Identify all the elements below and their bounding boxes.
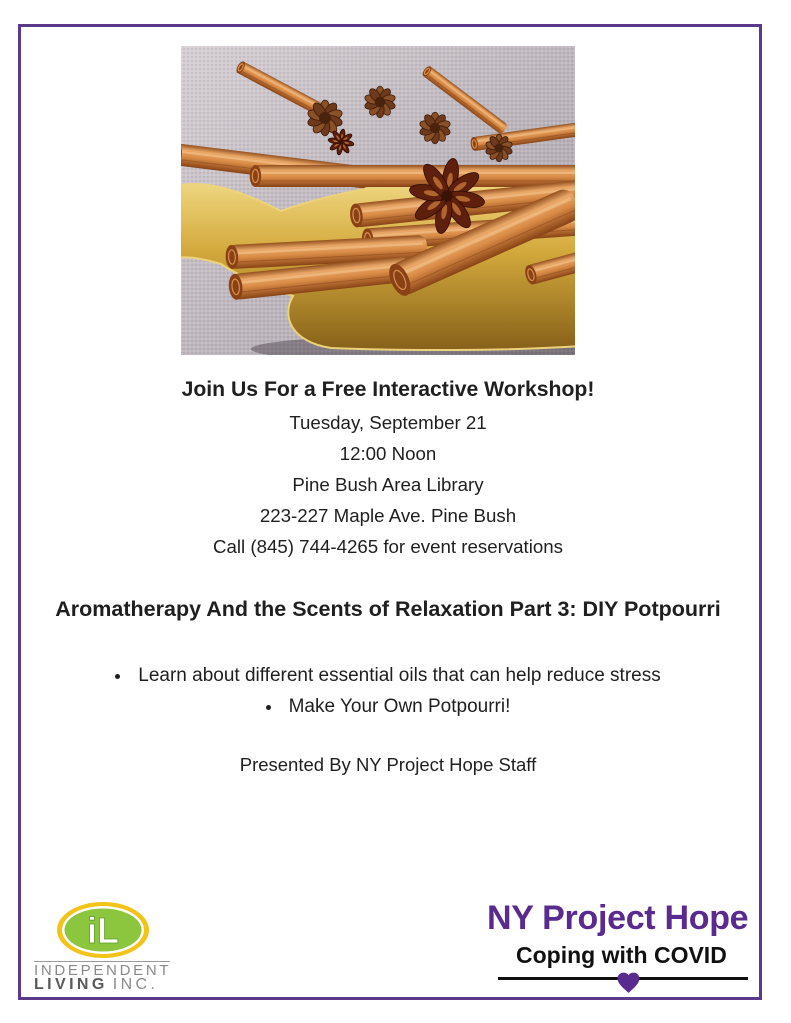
logo-text-living-inc xyxy=(34,977,158,993)
list-item-text: Make Your Own Potpourri! xyxy=(288,696,511,717)
list-item xyxy=(18,695,758,719)
logo-letters: iL xyxy=(87,910,119,951)
event-time: 12:00 Noon xyxy=(339,443,437,464)
ny-project-hope-logo: NY Project Hope xyxy=(487,899,749,937)
logo-text-living: LIVING xyxy=(34,976,108,993)
cinnamon-stick xyxy=(250,165,575,187)
event-reservations: Call (845) 744-4265 for event reservations xyxy=(212,536,564,557)
event-date: Tuesday, September 21 xyxy=(289,412,487,433)
event-venue: Pine Bush Area Library xyxy=(292,474,484,495)
logo-text-independent: INDEPENDENT xyxy=(34,962,172,979)
event-address: 223-227 Maple Ave. Pine Bush xyxy=(259,505,517,526)
logo-text-inc: INC. xyxy=(112,976,159,993)
bullet-marker xyxy=(115,674,120,679)
ny-project-hope-tagline: Coping with COVID xyxy=(516,942,727,968)
bullet-marker xyxy=(266,705,271,710)
list-item-text: Learn about different essential oils that can help reduce stress xyxy=(138,665,661,686)
list-item xyxy=(18,664,758,688)
workshop-title: Aromatherapy And the Scents of Relaxation Part 3: DIY Potpourri xyxy=(55,597,721,621)
presenter-line: Presented By NY Project Hope Staff xyxy=(239,754,537,775)
cinnamon-potpourri-photo xyxy=(181,46,575,355)
workshop-heading: Join Us For a Free Interactive Workshop! xyxy=(181,378,595,401)
independent-living-logo-mark xyxy=(55,900,151,960)
heart-icon xyxy=(616,971,641,994)
